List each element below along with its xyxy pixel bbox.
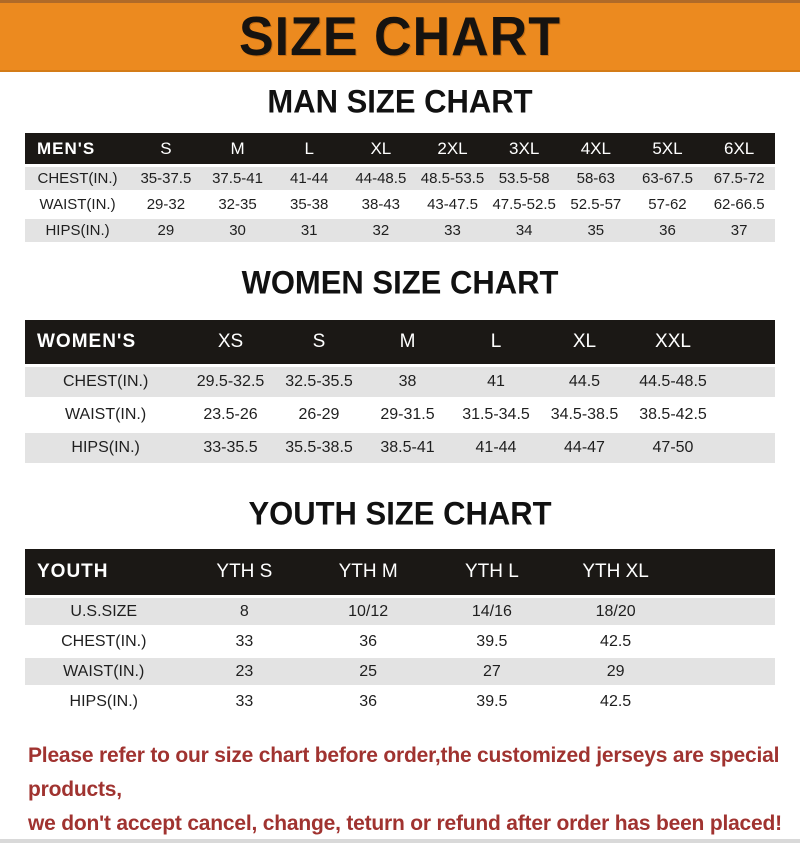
table-cell: 26-29 (275, 400, 364, 430)
table-cell: 31.5-34.5 (452, 400, 541, 430)
table-cell: 32 (345, 219, 417, 242)
table-cell: 42.5 (554, 688, 678, 715)
table-cell: 23.5-26 (186, 400, 275, 430)
row-label: WAIST(IN.) (25, 400, 186, 430)
column-header: YTH L (430, 549, 554, 595)
table-cell: 37 (703, 219, 775, 242)
table-row (25, 219, 775, 242)
table-header-row (25, 549, 775, 595)
table-cell: 43-47.5 (417, 193, 489, 216)
table-cell: 48.5-53.5 (417, 167, 489, 190)
table-header-label: YOUTH (25, 549, 183, 595)
footer-disclaimer (28, 739, 788, 841)
header-filler-cell (678, 549, 776, 595)
footer-line-2: we don't accept cancel, change, teturn or refund after order has been placed! (28, 811, 782, 836)
table-row (25, 628, 775, 655)
row-label: U.S.SIZE (25, 598, 183, 625)
table-cell: 29-32 (130, 193, 202, 216)
table-header-row (25, 320, 775, 364)
table-cell: 57-62 (632, 193, 704, 216)
table-cell: 63-67.5 (632, 167, 704, 190)
table-cell: 33 (417, 219, 489, 242)
table-cell: 34 (488, 219, 560, 242)
column-header: M (363, 320, 452, 364)
table-cell: 29.5-32.5 (186, 367, 275, 397)
table-row (25, 400, 775, 430)
column-header: 3XL (488, 133, 560, 164)
row-label: CHEST(IN.) (25, 367, 186, 397)
column-header: XS (186, 320, 275, 364)
table-cell: 38 (363, 367, 452, 397)
section-heading-man: MAN SIZE CHART (267, 83, 533, 120)
column-header: S (275, 320, 364, 364)
table-cell: 35-38 (273, 193, 345, 216)
table-cell: 38.5-41 (363, 433, 452, 463)
table-cell: 14/16 (430, 598, 554, 625)
table-cell: 58-63 (560, 167, 632, 190)
column-header: 6XL (703, 133, 775, 164)
column-header: YTH XL (554, 549, 678, 595)
footer-line-1: Please refer to our size chart before order,the customized jerseys are special products, (28, 743, 780, 802)
column-header: M (202, 133, 274, 164)
column-header: L (273, 133, 345, 164)
table-row (25, 658, 775, 685)
table-cell: 44-48.5 (345, 167, 417, 190)
header-filler-cell (717, 320, 775, 364)
table-row (25, 367, 775, 397)
row-filler-cell (678, 598, 776, 625)
size-chart-banner (0, 0, 800, 72)
table-row (25, 193, 775, 216)
column-header: XL (345, 133, 417, 164)
column-header: S (130, 133, 202, 164)
table-row (25, 433, 775, 463)
table-cell: 52.5-57 (560, 193, 632, 216)
table-cell: 32.5-35.5 (275, 367, 364, 397)
row-label: CHEST(IN.) (25, 628, 183, 655)
column-header: YTH S (183, 549, 307, 595)
table-cell: 29 (554, 658, 678, 685)
table-cell: 47-50 (629, 433, 718, 463)
table-cell: 29-31.5 (363, 400, 452, 430)
row-label: HIPS(IN.) (25, 219, 130, 242)
column-header: 4XL (560, 133, 632, 164)
youth-size-table (25, 546, 775, 718)
table-cell: 29 (130, 219, 202, 242)
table-cell: 35 (560, 219, 632, 242)
women-size-table (25, 317, 775, 466)
table-cell: 38-43 (345, 193, 417, 216)
table-cell: 33-35.5 (186, 433, 275, 463)
table-header-label: MEN'S (25, 133, 130, 164)
table-cell: 44-47 (540, 433, 629, 463)
table-cell: 44.5-48.5 (629, 367, 718, 397)
table-cell: 41-44 (273, 167, 345, 190)
section-heading-youth: YOUTH SIZE CHART (248, 495, 552, 532)
row-filler-cell (678, 628, 776, 655)
column-header: 5XL (632, 133, 704, 164)
table-cell: 33 (183, 628, 307, 655)
column-header: XL (540, 320, 629, 364)
table-cell: 8 (183, 598, 307, 625)
table-header-row (25, 133, 775, 164)
row-filler-cell (678, 658, 776, 685)
table-row (25, 167, 775, 190)
table-cell: 38.5-42.5 (629, 400, 718, 430)
row-label: HIPS(IN.) (25, 433, 186, 463)
column-header: L (452, 320, 541, 364)
table-cell: 42.5 (554, 628, 678, 655)
table-header-label: WOMEN'S (25, 320, 186, 364)
table-cell: 39.5 (430, 628, 554, 655)
row-label: WAIST(IN.) (25, 658, 183, 685)
table-cell: 62-66.5 (703, 193, 775, 216)
column-header: XXL (629, 320, 718, 364)
table-cell: 53.5-58 (488, 167, 560, 190)
table-cell: 41-44 (452, 433, 541, 463)
table-cell: 39.5 (430, 688, 554, 715)
table-cell: 36 (306, 688, 430, 715)
row-label: WAIST(IN.) (25, 193, 130, 216)
table-cell: 25 (306, 658, 430, 685)
table-cell: 32-35 (202, 193, 274, 216)
section-heading-women: WOMEN SIZE CHART (241, 264, 559, 301)
table-row (25, 598, 775, 625)
table-cell: 35.5-38.5 (275, 433, 364, 463)
row-filler-cell (678, 688, 776, 715)
table-cell: 27 (430, 658, 554, 685)
row-filler-cell (717, 400, 775, 430)
column-header: YTH M (306, 549, 430, 595)
table-cell: 30 (202, 219, 274, 242)
table-cell: 36 (306, 628, 430, 655)
table-cell: 33 (183, 688, 307, 715)
row-filler-cell (717, 433, 775, 463)
men-size-table (25, 130, 775, 245)
table-cell: 34.5-38.5 (540, 400, 629, 430)
row-label: HIPS(IN.) (25, 688, 183, 715)
banner-title: SIZE CHART (239, 5, 561, 68)
table-cell: 35-37.5 (130, 167, 202, 190)
table-cell: 37.5-41 (202, 167, 274, 190)
row-filler-cell (717, 367, 775, 397)
table-cell: 41 (452, 367, 541, 397)
table-cell: 10/12 (306, 598, 430, 625)
table-cell: 44.5 (540, 367, 629, 397)
column-header: 2XL (417, 133, 489, 164)
table-cell: 23 (183, 658, 307, 685)
table-cell: 47.5-52.5 (488, 193, 560, 216)
table-cell: 18/20 (554, 598, 678, 625)
table-cell: 36 (632, 219, 704, 242)
table-cell: 67.5-72 (703, 167, 775, 190)
table-row (25, 688, 775, 715)
table-cell: 31 (273, 219, 345, 242)
row-label: CHEST(IN.) (25, 167, 130, 190)
